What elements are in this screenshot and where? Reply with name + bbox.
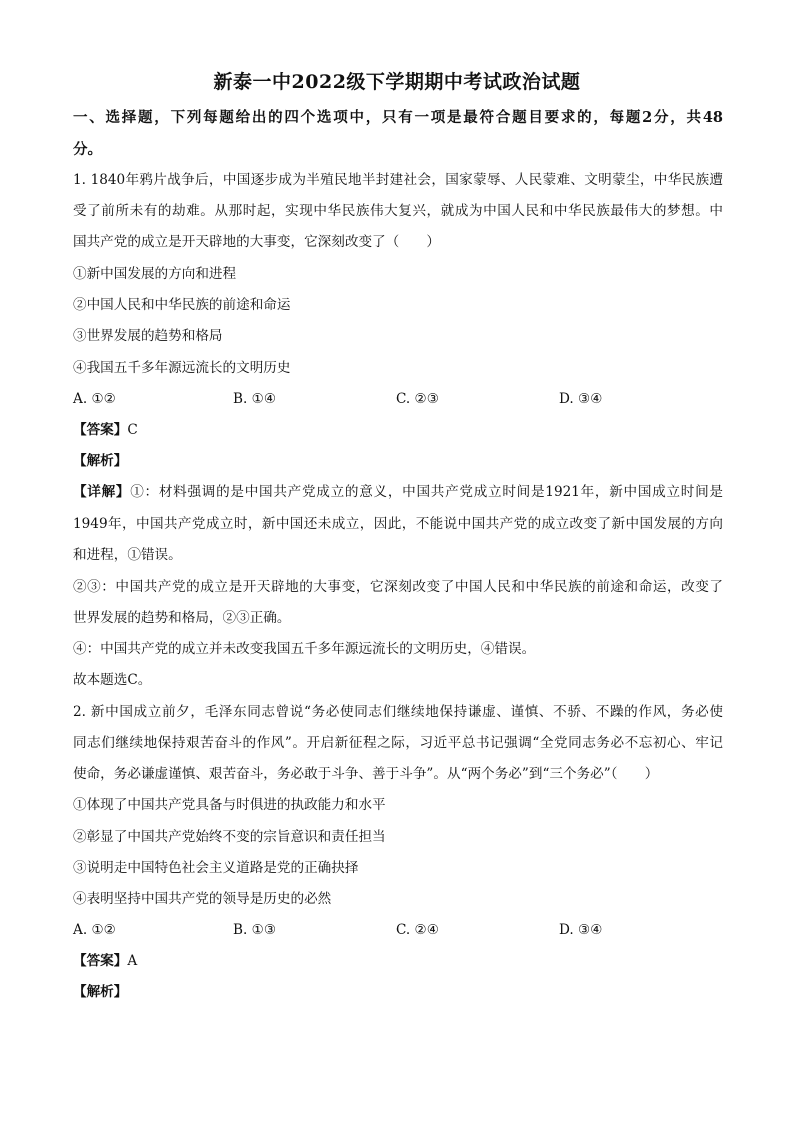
- answer-tag: 【答案】: [73, 953, 128, 969]
- q1-analysis-tag: [73, 451, 723, 471]
- q1-statement: ③世界发展的趋势和格局: [73, 328, 223, 344]
- section-heading-line-1: 一、选择题，下列每题给出的四个选项中，只有一项是最符合题目要求的，每题2分，共48: [73, 109, 723, 126]
- q2-statement: ②彰显了中国共产党始终不变的宗旨意识和责任担当: [73, 829, 386, 845]
- q2-answer: [73, 951, 723, 971]
- q1-answer: [73, 420, 723, 440]
- q2-stem-line: 使命，务必谦虚谨慎、艰苦奋斗，务必敢于斗争、善于斗争”。从“两个务必”到“三个务必”（ ）: [73, 766, 659, 782]
- q1-detail-line: [73, 482, 723, 502]
- q2-option-d: D. ③④: [559, 922, 603, 938]
- q2-statement: ③说明走中国特色社会主义道路是党的正确抉择: [73, 860, 359, 876]
- answer-value: A: [127, 953, 138, 969]
- analysis-tag: 【解析】: [73, 984, 128, 1000]
- q1-stem-line: 1. 1840年鸦片战争后，中国逐步成为半殖民地半封建社会，国家蒙辱、人民蒙难、文明蒙尘，中华民族遭: [73, 172, 723, 188]
- page-title: 新泰一中2022级下学期期中考试政治试题: [213, 71, 581, 93]
- q2-analysis-tag: [73, 982, 723, 1002]
- q1-statement: ①新中国发展的方向和进程: [73, 266, 237, 282]
- q1-option-b: B. ①④: [233, 391, 277, 407]
- analysis-tag: 【解析】: [73, 453, 128, 469]
- answer-value: C: [127, 422, 138, 438]
- detail-tag: 【详解】: [73, 484, 131, 500]
- q1-stem-line: 受了前所未有的劫难。从那时起，实现中华民族伟大复兴，就成为中国人民和中华民族最伟大的梦想。中: [73, 203, 723, 219]
- q1-detail-line: 故本题选C。: [73, 672, 152, 688]
- q1-statement: ④我国五千多年源远流长的文明历史: [73, 360, 291, 376]
- q1-detail-line: 1949年，中国共产党成立时，新中国还未成立，因此，不能说中国共产党的成立改变了新中国发展的方向: [73, 516, 723, 532]
- q1-option-c: C. ②③: [396, 391, 439, 407]
- q1-detail-line: 世界发展的趋势和格局，②③正确。: [73, 610, 291, 626]
- q1-detail-line: ④：中国共产党的成立并未改变我国五千多年源远流长的文明历史，④错误。: [73, 641, 536, 657]
- q1-detail-line: 和进程，①错误。: [73, 547, 182, 563]
- q1-options: [73, 389, 723, 409]
- q2-stem-line: 同志们继续地保持艰苦奋斗的作风”。开启新征程之际，习近平总书记强调“全党同志务必不忘初心、牢记: [73, 735, 723, 751]
- q2-option-b: B. ①③: [233, 922, 277, 938]
- q1-option-d: D. ③④: [559, 391, 603, 407]
- q1-statement: ②中国人民和中华民族的前途和命运: [73, 297, 291, 313]
- q1-option-a: A. ①②: [73, 391, 116, 407]
- q2-statement: ①体现了中国共产党具备与时俱进的执政能力和水平: [73, 797, 386, 813]
- q2-options: [73, 920, 723, 940]
- answer-tag: 【答案】: [73, 422, 128, 438]
- q1-stem-line: 国共产党的成立是开天辟地的大事变，它深刻改变了（ ）: [73, 234, 441, 250]
- q2-option-a: A. ①②: [73, 922, 116, 938]
- q2-stem-line: 2. 新中国成立前夕，毛泽东同志曾说“务必使同志们继续地保持谦虚、谨慎、不骄、不躁的作风，务必使: [73, 704, 723, 720]
- section-heading-line-2: 分。: [73, 141, 102, 158]
- q2-option-c: C. ②④: [396, 922, 439, 938]
- q2-statement: ④表明坚持中国共产党的领导是历史的必然: [73, 891, 332, 907]
- q1-detail-line: ②③：中国共产党的成立是开天辟地的大事变，它深刻改变了中国人民和中华民族的前途和命运，改变了: [73, 579, 723, 595]
- detail-text: ①：材料强调的是中国共产党成立的意义，中国共产党成立时间是1921年，新中国成立时间是: [130, 484, 724, 500]
